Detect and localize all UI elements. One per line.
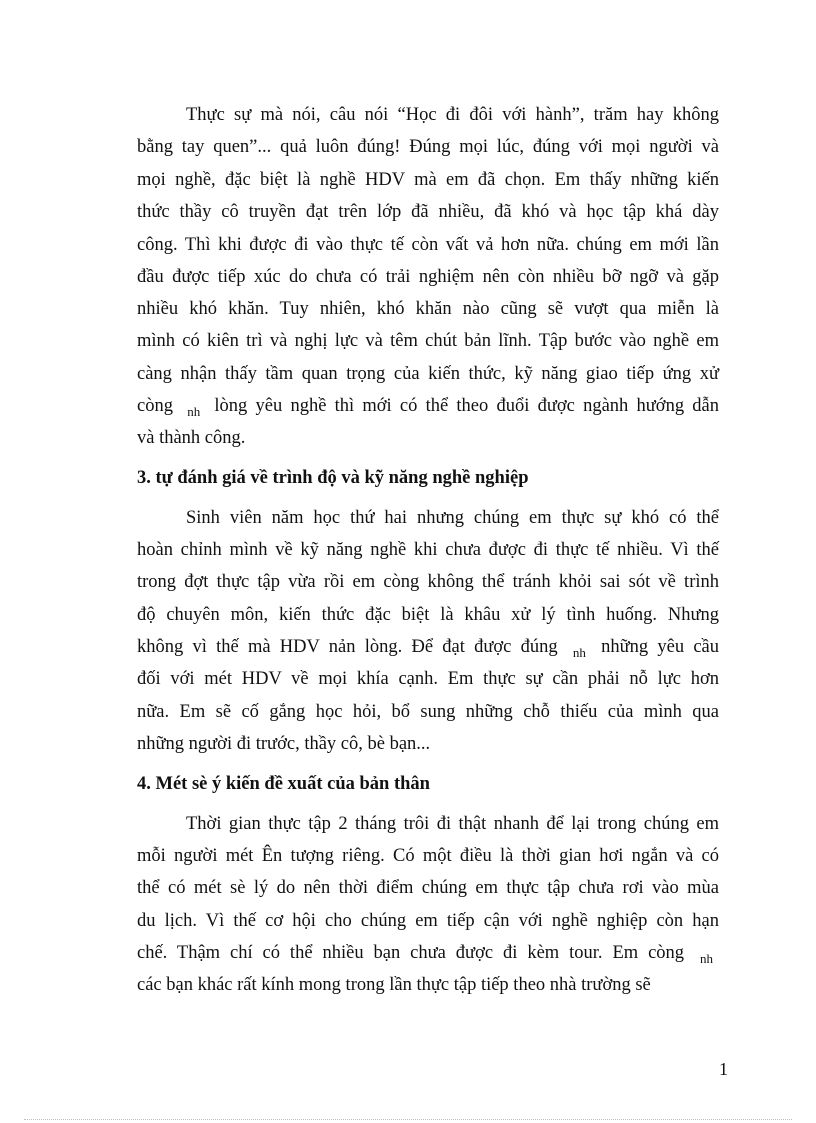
paragraph-1-line	[137, 395, 719, 423]
paragraph-3-line	[137, 942, 719, 970]
paragraph-2-line: hoàn chỉnh mình về kỹ năng nghề khi chưa được đi thực tế nhiều. Vì thế	[137, 540, 719, 560]
paragraph-3-line: du lịch. Vì thế cơ hội cho chúng em tiếp cận với nghề nghiệp còn hạn	[137, 911, 719, 931]
text-segment: chế. Thậm chí có thể nhiều bạn chưa được đi kèm tour. Em còng	[137, 943, 685, 963]
paragraph-1-line: bằng tay quen”... quả luôn đúng! Đúng mọi lúc, đúng với mọi người và	[137, 137, 719, 157]
paragraph-3-line: mỗi người mét Ên tượng riêng. Có một điều là thời gian hơi ngắn và có	[137, 846, 719, 866]
paragraph-2-line	[137, 636, 719, 664]
paragraph-1-line: thức thầy cô truyền đạt trên lớp đã nhiều, đã khó và học tập khá dày	[137, 202, 719, 222]
subscript-fragment: nh	[700, 951, 714, 966]
paragraph-2-line: đối với mét HDV về mọi khía cạnh. Em thực sự cần phải nỗ lực hơn	[137, 669, 719, 689]
subscript-fragment: nh	[187, 404, 201, 419]
section-heading-4: 4. Mét sè ý kiến đề xuất của bản thân	[137, 774, 430, 794]
paragraph-2-line: trong đợt thực tập vừa rồi em còng không thể tránh khỏi sai sót về trình	[137, 572, 719, 592]
page-number: 1	[719, 1059, 728, 1079]
page-bottom-divider	[24, 1119, 792, 1120]
paragraph-2-line: độ chuyên môn, kiến thức đặc biệt là khâu xử lý tình huống. Nhưng	[137, 605, 719, 625]
paragraph-1-line: đầu được tiếp xúc do chưa có trải nghiệm nên còn nhiều bỡ ngỡ và gặp	[137, 267, 719, 287]
text-segment: những yêu cầu	[601, 637, 720, 657]
text-segment: lòng yêu nghề thì mới có thể theo đuổi được ngành hướng dẫn	[214, 396, 719, 416]
subscript-fragment: nh	[572, 645, 586, 660]
text-segment: không vì thế mà HDV nản lòng. Để đạt được đúng	[137, 637, 558, 657]
section-heading-3: 3. tự đánh giá về trình độ và kỹ năng nghề nghiệp	[137, 468, 529, 488]
paragraph-2-last-line: những người đi trước, thầy cô, bè bạn...	[137, 734, 431, 754]
paragraph-3-line: Thời gian thực tập 2 tháng trôi đi thật nhanh để lại trong chúng em	[186, 814, 719, 834]
paragraph-1-line: công. Thì khi được đi vào thực tế còn vất vả hơn nữa. chúng em mới lần	[137, 235, 719, 255]
text-segment: còng	[137, 396, 173, 416]
paragraph-1-last-line: và thành công.	[137, 428, 246, 448]
paragraph-3-line: thể có mét sè lý do nên thời điểm chúng em thực tập chưa rơi vào mùa	[137, 878, 719, 898]
paragraph-1-line: càng nhận thấy tầm quan trọng của kiến thức, kỹ năng giao tiếp ứng xử	[137, 364, 719, 384]
paragraph-2-line: nữa. Em sẽ cố gắng học hỏi, bổ sung những chỗ thiếu của mình qua	[137, 702, 719, 722]
paragraph-2-line: Sinh viên năm học thứ hai nhưng chúng em thực sự khó có thể	[186, 508, 719, 528]
paragraph-1-line: nhiều khó khăn. Tuy nhiên, khó khăn nào cũng sẽ vượt qua miễn là	[137, 299, 719, 319]
paragraph-1-line: Thực sự mà nói, câu nói “Học đi đôi với hành”, trăm hay không	[186, 105, 719, 125]
paragraph-1-line: mọi nghề, đặc biệt là nghề HDV mà em đã chọn. Em thấy những kiến	[137, 170, 719, 190]
paragraph-3-line: các bạn khác rất kính mong trong lần thực tập tiếp theo nhà trường sẽ	[137, 975, 651, 995]
paragraph-1-line: mình có kiên trì và nghị lực và têm chút bản lĩnh. Tập bước vào nghề em	[137, 331, 719, 351]
